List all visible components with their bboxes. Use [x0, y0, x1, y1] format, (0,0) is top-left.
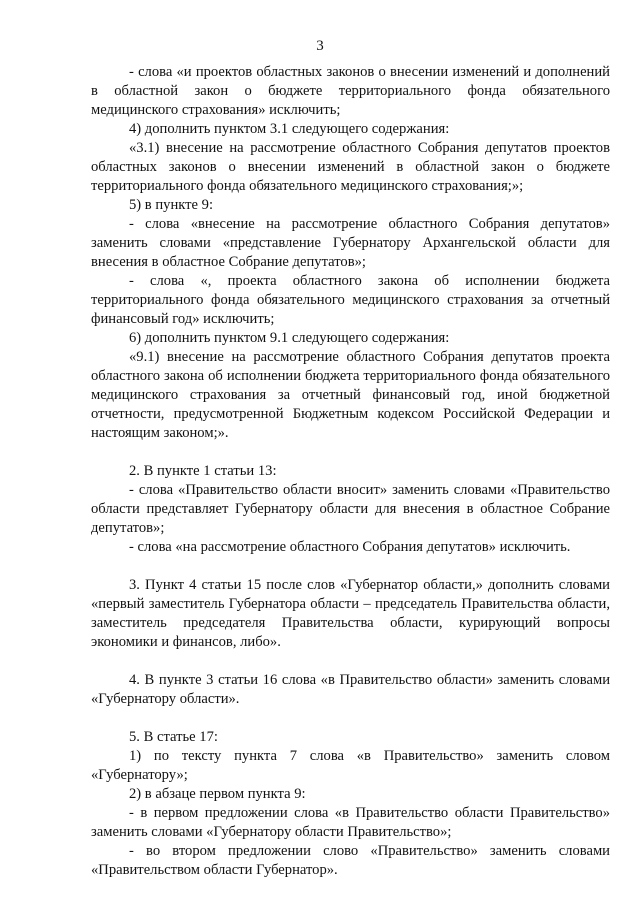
section-paragraph: 4. В пункте 3 статьи 16 слова «в Правительство области» заменить словами «Губернатору области». — [91, 672, 610, 707]
document-body — [91, 63, 610, 880]
paragraph: - слова «внесение на рассмотрение областного Собрания депутатов» заменить словами «представление Губернатору Архангельской области для внесения в областное Собрание депутатов»; — [91, 216, 610, 270]
section-heading: 5. В статье 17: — [129, 729, 218, 745]
paragraph: 2) в абзаце первом пункта 9: — [129, 786, 306, 802]
paragraph: 4) дополнить пунктом 3.1 следующего содержания: — [129, 121, 450, 137]
paragraph: - слова «и проектов областных законов о внесении изменений и дополнений в областной закон о бюджете территориального фонда обязательного медицинского страхования» исключить; — [91, 64, 610, 118]
paragraph: 6) дополнить пунктом 9.1 следующего содержания: — [129, 330, 450, 346]
paragraph: 1) по тексту пункта 7 слова «в Правительство» заменить словом «Губернатору»; — [91, 748, 610, 783]
page-number: 3 — [316, 38, 324, 54]
paragraph: - слова «на рассмотрение областного Собрания депутатов» исключить. — [129, 539, 571, 555]
section-paragraph: 3. Пункт 4 статьи 15 после слов «Губернатор области,» дополнить словами «первый заместитель Губернатора области – председатель Правительства области, заместитель председателя Правительства области, курирующий вопросы экономики и финансов, либо». — [91, 577, 610, 650]
paragraph: «9.1) внесение на рассмотрение областного Собрания депутатов проекта областного закона об исполнении бюджета территориального фонда обязательного медицинского страхования за отчетный финансовый год, иной бюджетной отчетности, предусмотренной Бюджетным кодексом Российской Федерации и настоящим законом;». — [91, 349, 610, 441]
paragraph: - слова «Правительство области вносит» заменить словами «Правительство области представляет Губернатору области для внесения в областное Собрание депутатов»; — [91, 482, 610, 536]
paragraph: «3.1) внесение на рассмотрение областного Собрания депутатов проектов областных законов о внесении изменений в областной закон о бюджете территориального фонда обязательного медицинского страхования;»; — [91, 140, 610, 194]
paragraph: 5) в пункте 9: — [129, 197, 214, 213]
section-heading: 2. В пункте 1 статьи 13: — [129, 463, 277, 479]
paragraph: - в первом предложении слова «в Правительство области Правительство» заменить словами «Губернатору области Правительство»; — [91, 805, 610, 840]
paragraph: - во втором предложении слово «Правительство» заменить словами «Правительством области Губернатор». — [91, 843, 610, 878]
paragraph: - слова «, проекта областного закона об исполнении бюджета территориального фонда обязательного медицинского страхования за отчетный финансовый год» исключить; — [91, 273, 610, 327]
